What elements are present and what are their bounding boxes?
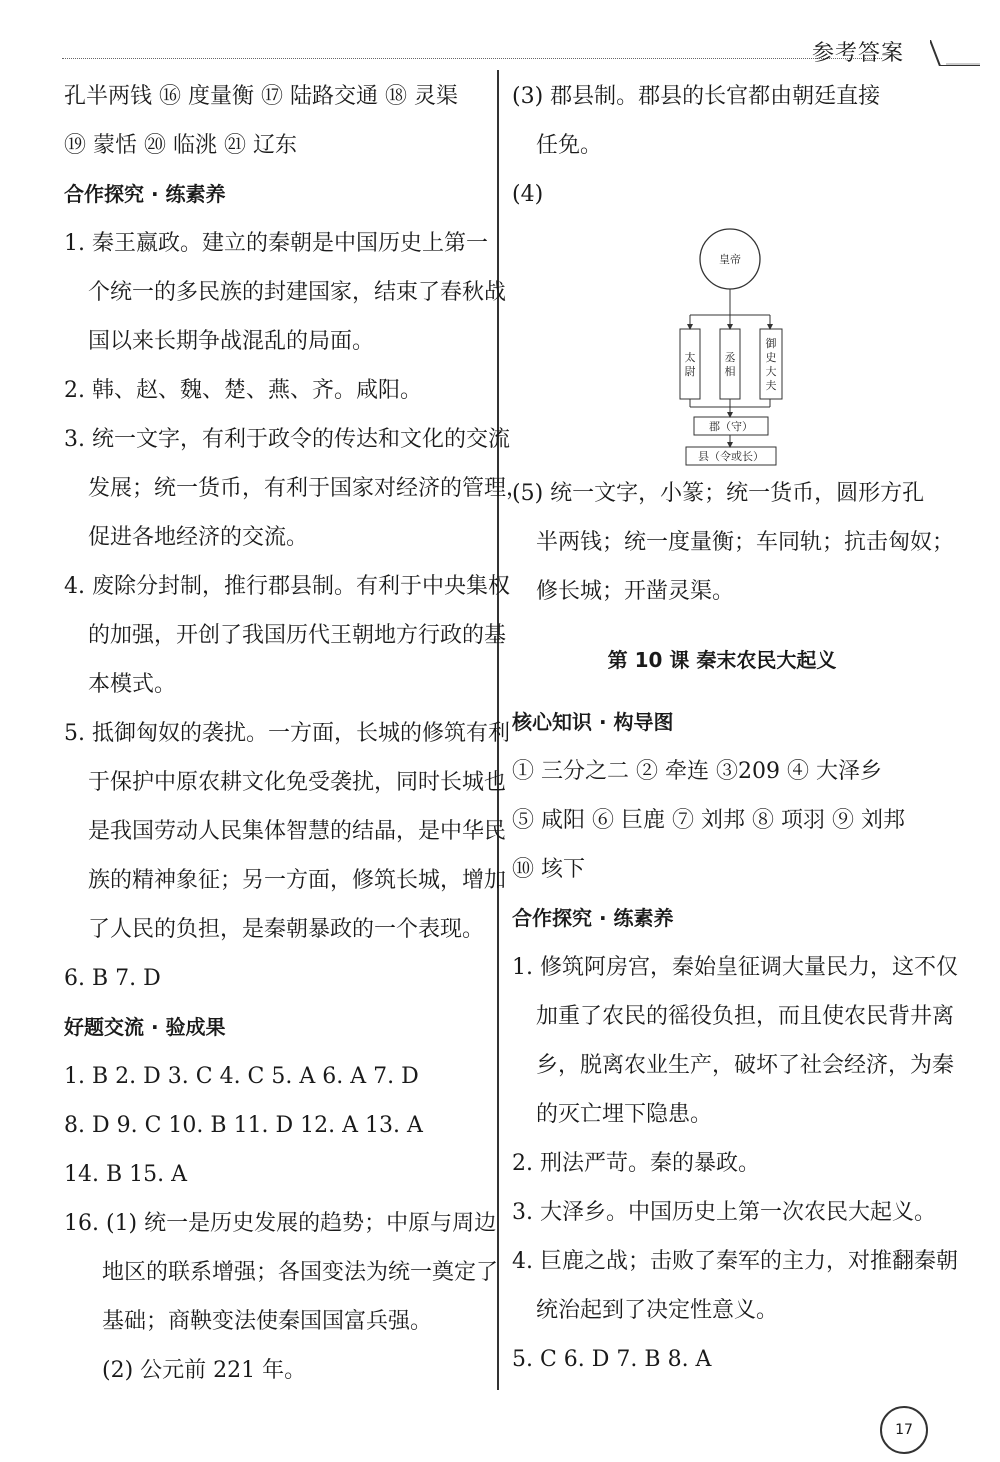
official-label-char: 尉 (684, 365, 696, 378)
header-title: 参考答案 (812, 41, 905, 66)
answer-r5: 5. C 6. D 7. B 8. A (512, 1347, 712, 1372)
mc-answers-row: 8. D 9. C 10. B 11. D 12. A 13. A (64, 1113, 423, 1138)
official-box (680, 329, 700, 399)
answer-2: 2. 韩、赵、魏、楚、燕、齐。咸阳。 (64, 378, 422, 403)
mc-answers-row: 14. B 15. A (64, 1162, 188, 1187)
text-line: 是我国劳动人民集体智慧的结晶，是中华民 (88, 819, 507, 844)
answer-3-part (512, 72, 932, 170)
answer-r2: 2. 刑法严苛。秦的暴政。 (512, 1151, 760, 1176)
text-line: 的加强，开创了我国历代王朝地方行政的基 (88, 623, 507, 648)
text-line: 4. 废除分封制，推行郡县制。有利于中央集权 (64, 574, 510, 599)
official-label (725, 351, 736, 378)
answer-r1 (512, 943, 958, 1139)
knowledge-row: ① 三分之二 ② 牵连 ③209 ④ 大泽乡 (512, 759, 882, 784)
government-structure-diagram (512, 219, 932, 469)
text-line: 修长城；开凿灵渠。 (536, 579, 735, 604)
section-heading: 好题交流 · 验成果 (64, 1015, 226, 1039)
knowledge-row: ⑤ 咸阳 ⑥ 巨鹿 ⑦ 刘邦 ⑧ 项羽 ⑨ 刘邦 (512, 808, 905, 833)
xian-label: 县（令或长） (698, 450, 764, 463)
answer-5 (64, 709, 510, 954)
answer-3 (64, 415, 529, 562)
knowledge-row: ⑩ 垓下 (512, 857, 585, 882)
text-line: (3) 郡县制。郡县的长官都由朝廷直接 (512, 84, 881, 109)
answer-4 (64, 562, 510, 709)
text-line: 乡，脱离农业生产，破坏了社会经济，为秦 (536, 1053, 955, 1078)
text-line: 半两钱；统一度量衡；车同轨；抗击匈奴； (536, 530, 955, 555)
answer-16 (64, 1199, 499, 1395)
header-corner-decoration (930, 40, 980, 66)
official-label-char: 丞 (724, 351, 736, 364)
text-line: 统治起到了决定性意义。 (536, 1298, 779, 1323)
emperor-label: 皇帝 (719, 253, 741, 266)
text-line: 的灭亡埋下隐患。 (536, 1102, 713, 1127)
header-rule (62, 58, 882, 59)
text-line: 个统一的多民族的封建国家，结束了春秋战 (88, 280, 507, 305)
official-label-char: 相 (724, 365, 736, 378)
text-line: 基础；商鞅变法使秦国国富兵强。 (102, 1309, 433, 1334)
text-line: 孔半两钱 ⑯ 度量衡 ⑰ 陆路交通 ⑱ 灵渠 (64, 84, 458, 109)
answer-r3: 3. 大泽乡。中国历史上第一次农民大起义。 (512, 1200, 936, 1225)
left-column (64, 72, 529, 1395)
text-line: 了人民的负担，是秦朝暴政的一个表现。 (88, 917, 485, 942)
section-heading: 核心知识 · 构导图 (512, 710, 674, 734)
official-label (685, 350, 696, 378)
official-label-char: 太 (684, 351, 696, 364)
diagram-svg (652, 219, 792, 469)
official-label-char: 大 (765, 365, 777, 378)
text-line: 1. 秦王嬴政。建立的秦朝是中国历史上第一 (64, 231, 488, 256)
text-line: ⑲ 蒙恬 ⑳ 临洮 ㉑ 辽东 (64, 133, 297, 158)
mc-answers-row: 1. B 2. D 3. C 4. C 5. A 6. A 7. D (64, 1064, 419, 1089)
text-line: 加重了农民的徭役负担，而且使农民背井离 (536, 1004, 955, 1029)
official-label-char: 御 (765, 337, 777, 350)
text-line: 促进各地经济的交流。 (88, 525, 309, 550)
text-line: (5) 统一文字，小篆；统一货币，圆形方孔 (512, 481, 925, 506)
text-line: 本模式。 (88, 672, 177, 697)
text-line: 任免。 (536, 133, 603, 158)
page-number: 17 (880, 1406, 928, 1454)
official-label-char: 夫 (765, 379, 777, 392)
section-heading: 合作探究 · 练素养 (64, 182, 226, 206)
lesson-title: 第 10 课 秦末农民大起义 (607, 648, 837, 672)
answer-r4 (512, 1237, 958, 1335)
answer-5-part (512, 469, 955, 616)
text-line: 族的精神象征；另一方面，修筑长城，增加 (88, 868, 507, 893)
text-line: 1. 修筑阿房宫，秦始皇征调大量民力，这不仅 (512, 955, 958, 980)
text-line: 16. (1) 统一是历史发展的趋势；中原与周边 (64, 1211, 497, 1236)
official-label (766, 337, 777, 392)
text-line: 于保护中原农耕文化免受袭扰，同时长城也 (88, 770, 507, 795)
text-line: 地区的联系增强；各国变法为统一奠定了 (102, 1260, 499, 1285)
answer-6-7: 6. B 7. D (64, 966, 161, 991)
official-label-char: 史 (765, 351, 777, 364)
answer-4-label: (4) (512, 182, 544, 207)
section-heading: 合作探究 · 练素养 (512, 906, 674, 930)
jun-label: 郡（守） (709, 420, 753, 433)
answer-1 (64, 219, 507, 366)
right-column (512, 72, 958, 1384)
text-line: 发展；统一货币，有利于国家对经济的管理， (88, 476, 529, 501)
text-line: 5. 抵御匈奴的袭扰。一方面，长城的修筑有利 (64, 721, 510, 746)
text-line: 4. 巨鹿之战；击败了秦军的主力，对推翻秦朝 (512, 1249, 958, 1274)
text-line: 3. 统一文字，有利于政令的传达和文化的交流 (64, 427, 510, 452)
official-box (720, 329, 740, 399)
text-line: (2) 公元前 221 年。 (102, 1358, 307, 1383)
text-line: 国以来长期争战混乱的局面。 (88, 329, 375, 354)
